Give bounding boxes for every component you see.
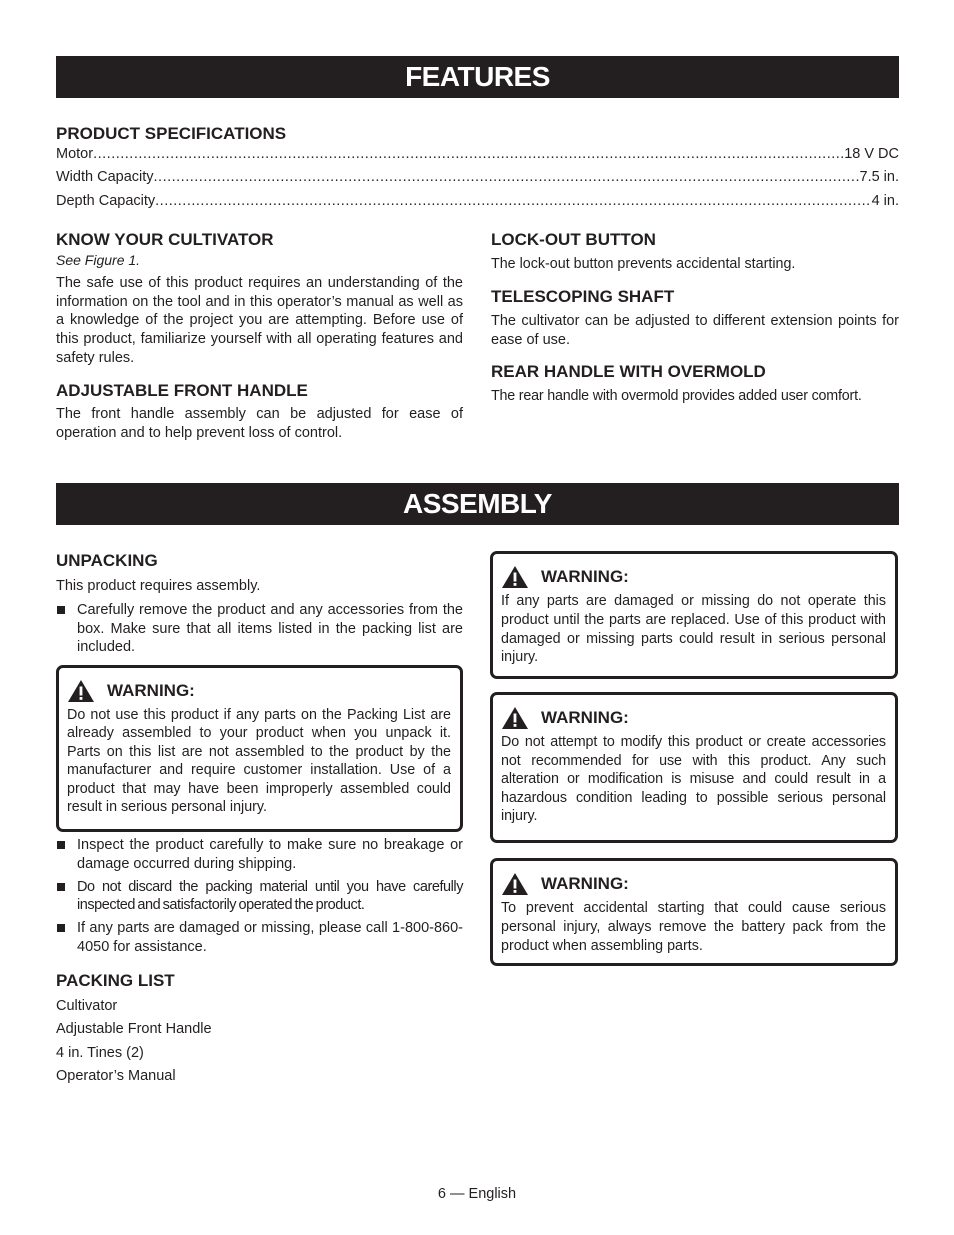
warning-body: Do not attempt to modify this product or create accessories not recommended for use with this product. Any such alteration or modification is misuse and could result in a hazardous condition leading to possible serious personal injury. (501, 734, 886, 825)
know-your-cultivator-body: The safe use of this product requires an understanding of the information on the tool and in this operator’s manual as well as a knowledge of the project you are attempting. Before use of this product, familiarize yourself with all operating features and safety rules. (56, 274, 463, 366)
packing-list (56, 995, 463, 1088)
packing-list-item: Adjustable Front Handle (56, 1021, 212, 1038)
lock-out-button-heading: LOCK-OUT BUTTON (491, 230, 656, 249)
packing-list-item: Operator’s Manual (56, 1067, 176, 1084)
warning-box-packing-list (56, 665, 463, 832)
warning-header (501, 564, 886, 590)
unpacking-section (56, 551, 463, 657)
adjustable-front-handle-section (56, 381, 463, 443)
adjustable-front-handle-body: The front handle assembly can be adjusted for ease of operation and to help prevent loss of control. (56, 406, 463, 441)
packing-list-item: 4 in. Tines (2) (56, 1044, 144, 1061)
packing-list-section (56, 971, 463, 1088)
warning-header (67, 678, 451, 704)
packing-list-item: Cultivator (56, 998, 118, 1014)
adjustable-front-handle-heading: ADJUSTABLE FRONT HANDLE (56, 381, 308, 400)
unpacking-bullet: Inspect the product carefully to make sure no breakage or damage occurred during shipping. (56, 836, 463, 874)
spec-value: 18 V DC (844, 146, 899, 162)
page-footer: 6 — English (437, 1186, 517, 1202)
see-figure-note: See Figure 1. (56, 252, 141, 268)
leader-dots (155, 191, 871, 211)
lock-out-button-section (491, 230, 899, 274)
warning-label: WARNING: (541, 567, 629, 586)
warning-label: WARNING: (107, 681, 195, 700)
warning-triangle-icon (67, 679, 95, 703)
warning-header (501, 871, 886, 897)
rear-handle-section (491, 362, 899, 406)
warning-box-damaged-parts (490, 551, 898, 679)
spec-row-motor (56, 144, 899, 164)
assembly-banner: ASSEMBLY (56, 483, 899, 525)
warning-triangle-icon (501, 706, 529, 730)
unpacking-bullet: If any parts are damaged or missing, please call 1-800-860-4050 for assistance. (56, 919, 463, 957)
leader-dots (93, 144, 844, 164)
warning-header (501, 705, 886, 731)
warning-label: WARNING: (541, 874, 629, 893)
warning-triangle-icon (501, 565, 529, 589)
unpacking-bullet: Do not discard the packing material until you have carefully inspected and satisfactorily operated the product. (56, 878, 463, 916)
spec-value: 7.5 in. (859, 169, 899, 185)
leader-dots (154, 167, 860, 187)
product-specifications-heading: PRODUCT SPECIFICATIONS (56, 124, 287, 143)
warning-body: To prevent accidental starting that could cause serious personal injury, always remove the battery pack from the product when assembling parts. (501, 900, 886, 954)
lock-out-button-body: The lock-out button prevents accidental starting. (491, 256, 796, 272)
unpacking-bullets (56, 836, 463, 957)
spec-row-width (56, 167, 899, 187)
unpacking-heading: UNPACKING (56, 551, 158, 570)
warning-triangle-icon (501, 872, 529, 896)
warning-body: Do not use this product if any parts on the Packing List are already assembled to your product when you unpack it. Parts on this list are not assembled to the product by the manufacturer and require customer installation. Use of a product that may have been improperly assembled could result in serious personal injury. (67, 707, 451, 816)
telescoping-shaft-heading: TELESCOPING SHAFT (491, 287, 675, 306)
unpacking-intro: This product requires assembly. (56, 578, 261, 594)
spec-value: 4 in. (871, 193, 899, 209)
warning-box-modify (490, 692, 898, 843)
know-your-cultivator-heading: KNOW YOUR CULTIVATOR (56, 230, 274, 249)
features-banner: FEATURES (56, 56, 899, 98)
telescoping-shaft-section (491, 287, 899, 350)
telescoping-shaft-body: The cultivator can be adjusted to different extension points for ease of use. (491, 313, 899, 348)
spec-label: Motor (56, 146, 94, 162)
spec-label: Depth Capacity (56, 193, 156, 209)
spec-label: Width Capacity (56, 169, 154, 185)
packing-list-heading: PACKING LIST (56, 971, 175, 990)
rear-handle-heading: REAR HANDLE WITH OVERMOLD (491, 362, 766, 381)
spec-row-depth (56, 191, 899, 211)
warning-box-battery (490, 858, 898, 966)
know-your-cultivator-section (56, 230, 463, 368)
unpacking-bullet: Carefully remove the product and any accessories from the box. Make sure that all items listed in the packing list are included. (56, 601, 463, 657)
rear-handle-body: The rear handle with overmold provides added user comfort. (491, 388, 862, 404)
warning-body: If any parts are damaged or missing do not operate this product until the parts are replaced. Use of this product with damaged or missing parts could result in serious personal injury. (501, 593, 886, 666)
warning-label: WARNING: (541, 708, 629, 727)
